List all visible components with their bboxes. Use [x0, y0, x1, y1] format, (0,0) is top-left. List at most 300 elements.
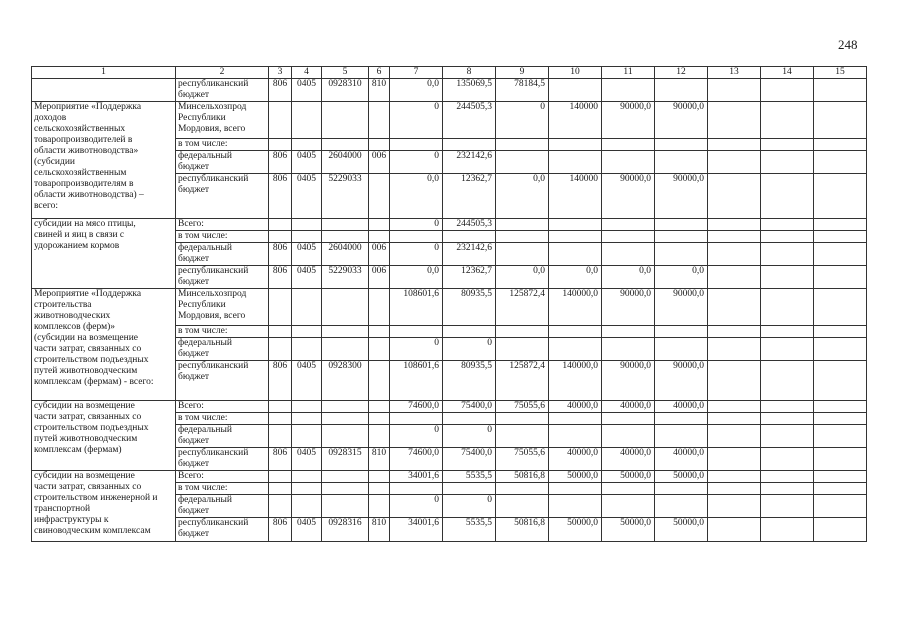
empty-cell — [814, 401, 867, 413]
budget-code-cell: 2604000 — [322, 151, 369, 174]
amount-cell — [496, 483, 549, 495]
amount-cell — [390, 413, 443, 425]
budget-code-cell: 0405 — [292, 518, 322, 542]
amount-cell — [602, 79, 655, 102]
amount-cell: 12362,7 — [443, 174, 496, 219]
empty-cell — [761, 425, 814, 448]
amount-cell — [443, 139, 496, 151]
budget-code-cell: 0405 — [292, 174, 322, 219]
empty-cell — [814, 243, 867, 266]
budget-code-cell — [322, 102, 369, 139]
budget-code-cell — [369, 102, 390, 139]
budget-code-cell: 006 — [369, 151, 390, 174]
empty-cell — [814, 151, 867, 174]
amount-cell — [549, 243, 602, 266]
amount-cell: 50000,0 — [602, 518, 655, 542]
budget-code-cell — [269, 139, 292, 151]
amount-cell: 0,0 — [390, 79, 443, 102]
amount-cell — [443, 413, 496, 425]
amount-cell: 232142,6 — [443, 243, 496, 266]
budget-code-cell: 0405 — [292, 79, 322, 102]
amount-cell — [496, 326, 549, 338]
budget-code-cell: 806 — [269, 448, 292, 471]
amount-cell: 0 — [390, 102, 443, 139]
amount-cell: 232142,6 — [443, 151, 496, 174]
amount-cell: 50816,8 — [496, 518, 549, 542]
budget-code-cell — [322, 289, 369, 326]
budget-code-cell — [269, 289, 292, 326]
empty-cell — [708, 495, 761, 518]
budget-code-cell — [369, 174, 390, 219]
budget-code-cell: 806 — [269, 518, 292, 542]
measure-name-cell: субсидии на возмещение части затрат, связанных со строительством инженерной и транспортной инфраструктуры к свиноводческим комплексам — [32, 471, 176, 542]
empty-cell — [708, 79, 761, 102]
amount-cell — [602, 338, 655, 361]
empty-cell — [761, 338, 814, 361]
budget-code-cell: 806 — [269, 243, 292, 266]
amount-cell: 78184,5 — [496, 79, 549, 102]
funding-source-cell: республиканский бюджет — [176, 266, 269, 289]
empty-cell — [761, 361, 814, 401]
empty-cell — [814, 326, 867, 338]
funding-source-cell: в том числе: — [176, 231, 269, 243]
funding-source-cell: республиканский бюджет — [176, 174, 269, 219]
funding-source-cell: в том числе: — [176, 139, 269, 151]
table-row — [32, 471, 867, 483]
empty-cell — [708, 338, 761, 361]
budget-code-cell: 5229033 — [322, 266, 369, 289]
empty-cell — [708, 151, 761, 174]
empty-cell — [761, 401, 814, 413]
funding-source-cell: федеральный бюджет — [176, 338, 269, 361]
amount-cell: 5535,5 — [443, 518, 496, 542]
budget-code-cell — [322, 413, 369, 425]
empty-cell — [814, 518, 867, 542]
budget-code-cell — [292, 139, 322, 151]
funding-source-cell: Минсельхозпрод Республики Мордовия, всего — [176, 289, 269, 326]
amount-cell: 90000,0 — [655, 289, 708, 326]
budget-code-cell — [292, 471, 322, 483]
amount-cell — [655, 231, 708, 243]
empty-cell — [814, 495, 867, 518]
measure-name-cell — [32, 79, 176, 102]
empty-cell — [708, 139, 761, 151]
budget-code-cell: 806 — [269, 79, 292, 102]
table-row — [32, 102, 867, 139]
header-cell: 12 — [655, 67, 708, 79]
funding-source-cell: республиканский бюджет — [176, 361, 269, 401]
measure-name-cell: субсидии на мясо птицы, свиней и яиц в связи с удорожанием кормов — [32, 219, 176, 289]
empty-cell — [761, 79, 814, 102]
amount-cell: 74600,0 — [390, 401, 443, 413]
amount-cell — [549, 425, 602, 448]
amount-cell: 0,0 — [496, 266, 549, 289]
empty-cell — [814, 174, 867, 219]
amount-cell — [655, 79, 708, 102]
budget-code-cell: 006 — [369, 243, 390, 266]
funding-source-cell: федеральный бюджет — [176, 243, 269, 266]
amount-cell: 40000,0 — [549, 401, 602, 413]
budget-code-cell: 810 — [369, 79, 390, 102]
amount-cell — [443, 231, 496, 243]
amount-cell — [655, 338, 708, 361]
header-cell: 8 — [443, 67, 496, 79]
amount-cell: 74600,0 — [390, 448, 443, 471]
header-cell: 4 — [292, 67, 322, 79]
amount-cell — [655, 219, 708, 231]
budget-code-cell: 0928300 — [322, 361, 369, 401]
measure-name-cell: Мероприятие «Поддержка строительства животноводческих комплексов (ферм)» (субсидии на возмещение части затрат, связанных со строительством подъездных путей животноводческим комплексам (фермам) - всего: — [32, 289, 176, 401]
funding-source-cell: в том числе: — [176, 483, 269, 495]
funding-source-cell: федеральный бюджет — [176, 425, 269, 448]
amount-cell: 40000,0 — [655, 401, 708, 413]
amount-cell: 0 — [390, 495, 443, 518]
amount-cell: 75055,6 — [496, 401, 549, 413]
budget-code-cell — [369, 413, 390, 425]
header-cell: 3 — [269, 67, 292, 79]
amount-cell — [390, 139, 443, 151]
budget-code-cell — [269, 425, 292, 448]
amount-cell — [549, 231, 602, 243]
budget-code-cell — [269, 102, 292, 139]
empty-cell — [761, 448, 814, 471]
budget-code-cell — [269, 471, 292, 483]
amount-cell: 244505,3 — [443, 219, 496, 231]
empty-cell — [761, 483, 814, 495]
amount-cell: 90000,0 — [655, 174, 708, 219]
empty-cell — [708, 471, 761, 483]
amount-cell: 50000,0 — [655, 471, 708, 483]
empty-cell — [814, 102, 867, 139]
budget-code-cell — [269, 495, 292, 518]
amount-cell: 0,0 — [496, 174, 549, 219]
empty-cell — [708, 483, 761, 495]
amount-cell: 75400,0 — [443, 401, 496, 413]
empty-cell — [761, 289, 814, 326]
amount-cell — [602, 243, 655, 266]
amount-cell: 0,0 — [655, 266, 708, 289]
empty-cell — [761, 266, 814, 289]
budget-code-cell — [322, 326, 369, 338]
amount-cell: 0 — [496, 102, 549, 139]
budget-code-cell — [269, 401, 292, 413]
header-cell: 10 — [549, 67, 602, 79]
budget-code-cell — [292, 326, 322, 338]
amount-cell — [602, 231, 655, 243]
header-cell: 7 — [390, 67, 443, 79]
amount-cell: 0,0 — [549, 266, 602, 289]
empty-cell — [761, 231, 814, 243]
amount-cell: 0 — [443, 338, 496, 361]
amount-cell: 90000,0 — [602, 289, 655, 326]
funding-source-cell: федеральный бюджет — [176, 151, 269, 174]
amount-cell: 40000,0 — [602, 448, 655, 471]
budget-code-cell — [292, 483, 322, 495]
amount-cell: 34001,6 — [390, 471, 443, 483]
amount-cell — [655, 326, 708, 338]
amount-cell — [549, 495, 602, 518]
empty-cell — [708, 326, 761, 338]
table-row — [32, 219, 867, 231]
amount-cell: 0 — [390, 243, 443, 266]
amount-cell: 0 — [443, 495, 496, 518]
budget-code-cell — [269, 413, 292, 425]
amount-cell: 50000,0 — [655, 518, 708, 542]
amount-cell: 140000,0 — [549, 361, 602, 401]
empty-cell — [814, 289, 867, 326]
budget-code-cell — [292, 425, 322, 448]
budget-code-cell — [369, 219, 390, 231]
amount-cell: 90000,0 — [655, 102, 708, 139]
empty-cell — [708, 289, 761, 326]
empty-cell — [761, 518, 814, 542]
empty-cell — [814, 219, 867, 231]
empty-cell — [814, 338, 867, 361]
budget-code-cell — [322, 338, 369, 361]
amount-cell — [496, 219, 549, 231]
amount-cell: 40000,0 — [602, 401, 655, 413]
amount-cell: 0 — [390, 338, 443, 361]
amount-cell: 244505,3 — [443, 102, 496, 139]
amount-cell — [549, 413, 602, 425]
budget-code-cell — [369, 289, 390, 326]
empty-cell — [814, 139, 867, 151]
budget-table — [31, 66, 867, 542]
budget-code-cell — [269, 483, 292, 495]
budget-code-cell — [322, 425, 369, 448]
empty-cell — [761, 326, 814, 338]
empty-cell — [814, 425, 867, 448]
budget-code-cell — [292, 413, 322, 425]
empty-cell — [761, 151, 814, 174]
funding-source-cell: Всего: — [176, 471, 269, 483]
amount-cell — [549, 483, 602, 495]
amount-cell — [549, 79, 602, 102]
budget-code-cell: 0405 — [292, 243, 322, 266]
empty-cell — [761, 413, 814, 425]
budget-code-cell: 810 — [369, 448, 390, 471]
amount-cell: 108601,6 — [390, 289, 443, 326]
budget-code-cell — [369, 361, 390, 401]
amount-cell: 12362,7 — [443, 266, 496, 289]
amount-cell — [496, 151, 549, 174]
amount-cell: 5535,5 — [443, 471, 496, 483]
amount-cell: 40000,0 — [549, 448, 602, 471]
amount-cell: 0,0 — [602, 266, 655, 289]
budget-code-cell: 0405 — [292, 266, 322, 289]
empty-cell — [761, 102, 814, 139]
header-cell: 6 — [369, 67, 390, 79]
amount-cell: 50000,0 — [549, 518, 602, 542]
funding-source-cell: федеральный бюджет — [176, 495, 269, 518]
amount-cell: 90000,0 — [602, 361, 655, 401]
amount-cell — [549, 338, 602, 361]
amount-cell — [602, 139, 655, 151]
amount-cell — [655, 139, 708, 151]
empty-cell — [814, 79, 867, 102]
amount-cell — [496, 338, 549, 361]
amount-cell — [655, 151, 708, 174]
header-cell: 11 — [602, 67, 655, 79]
budget-code-cell: 2604000 — [322, 243, 369, 266]
empty-cell — [708, 425, 761, 448]
empty-cell — [708, 361, 761, 401]
table-row — [32, 401, 867, 413]
budget-code-cell — [292, 219, 322, 231]
budget-code-cell: 810 — [369, 518, 390, 542]
budget-code-cell — [292, 289, 322, 326]
measure-name-cell: Мероприятие «Поддержка доходов сельскохозяйственных товаропроизводителей в области животноводства» (субсидии сельскохозяйственным товаропроизводителям в области животноводства) – всего: — [32, 102, 176, 219]
amount-cell — [496, 139, 549, 151]
budget-code-cell — [322, 471, 369, 483]
amount-cell — [602, 483, 655, 495]
header-cell: 9 — [496, 67, 549, 79]
empty-cell — [761, 174, 814, 219]
budget-code-cell — [322, 483, 369, 495]
empty-cell — [708, 243, 761, 266]
budget-code-cell — [322, 139, 369, 151]
amount-cell — [602, 219, 655, 231]
budget-code-cell — [369, 139, 390, 151]
amount-cell: 40000,0 — [655, 448, 708, 471]
empty-cell — [814, 231, 867, 243]
empty-cell — [708, 174, 761, 219]
table-row — [32, 79, 867, 102]
page-number: 248 — [838, 37, 858, 52]
amount-cell: 90000,0 — [602, 102, 655, 139]
empty-cell — [761, 139, 814, 151]
budget-code-cell: 0928316 — [322, 518, 369, 542]
amount-cell: 140000 — [549, 102, 602, 139]
budget-code-cell: 806 — [269, 266, 292, 289]
budget-code-cell — [269, 338, 292, 361]
amount-cell: 140000,0 — [549, 289, 602, 326]
funding-source-cell: республиканский бюджет — [176, 518, 269, 542]
empty-cell — [708, 102, 761, 139]
amount-cell — [655, 483, 708, 495]
empty-cell — [761, 219, 814, 231]
header-cell: 1 — [32, 67, 176, 79]
budget-code-cell — [322, 219, 369, 231]
budget-code-cell — [292, 102, 322, 139]
amount-cell: 0,0 — [390, 266, 443, 289]
funding-source-cell: республиканский бюджет — [176, 448, 269, 471]
budget-code-cell — [369, 326, 390, 338]
empty-cell — [761, 243, 814, 266]
amount-cell — [443, 483, 496, 495]
amount-cell: 80935,5 — [443, 361, 496, 401]
funding-source-cell: Минсельхозпрод Республики Мордовия, всего — [176, 102, 269, 139]
table-header-row — [32, 67, 867, 79]
amount-cell — [655, 495, 708, 518]
budget-code-cell — [369, 338, 390, 361]
empty-cell — [708, 266, 761, 289]
amount-cell: 125872,4 — [496, 361, 549, 401]
budget-code-cell — [269, 326, 292, 338]
budget-code-cell — [322, 401, 369, 413]
amount-cell — [496, 495, 549, 518]
amount-cell — [655, 425, 708, 448]
header-cell: 13 — [708, 67, 761, 79]
budget-code-cell: 0405 — [292, 151, 322, 174]
budget-code-cell: 5229033 — [322, 174, 369, 219]
empty-cell — [708, 401, 761, 413]
funding-source-cell: в том числе: — [176, 326, 269, 338]
budget-code-cell: 006 — [369, 266, 390, 289]
amount-cell — [549, 139, 602, 151]
budget-code-cell: 806 — [269, 174, 292, 219]
amount-cell: 75400,0 — [443, 448, 496, 471]
amount-cell: 0 — [443, 425, 496, 448]
amount-cell — [602, 425, 655, 448]
budget-code-cell — [292, 231, 322, 243]
budget-code-cell: 0928310 — [322, 79, 369, 102]
amount-cell: 80935,5 — [443, 289, 496, 326]
amount-cell: 108601,6 — [390, 361, 443, 401]
empty-cell — [814, 448, 867, 471]
amount-cell: 125872,4 — [496, 289, 549, 326]
budget-code-cell — [292, 495, 322, 518]
amount-cell — [602, 326, 655, 338]
amount-cell: 135069,5 — [443, 79, 496, 102]
empty-cell — [814, 413, 867, 425]
amount-cell: 0 — [390, 219, 443, 231]
header-cell: 14 — [761, 67, 814, 79]
amount-cell: 50000,0 — [549, 471, 602, 483]
empty-cell — [708, 448, 761, 471]
funding-source-cell: республиканский бюджет — [176, 79, 269, 102]
amount-cell: 0,0 — [390, 174, 443, 219]
amount-cell: 34001,6 — [390, 518, 443, 542]
header-cell: 2 — [176, 67, 269, 79]
empty-cell — [761, 495, 814, 518]
amount-cell — [549, 151, 602, 174]
amount-cell — [390, 326, 443, 338]
budget-code-cell — [269, 219, 292, 231]
empty-cell — [708, 231, 761, 243]
amount-cell — [602, 151, 655, 174]
budget-code-cell: 806 — [269, 361, 292, 401]
funding-source-cell: Всего: — [176, 219, 269, 231]
empty-cell — [814, 361, 867, 401]
budget-code-cell: 0928315 — [322, 448, 369, 471]
amount-cell — [496, 243, 549, 266]
budget-code-cell — [369, 483, 390, 495]
amount-cell — [496, 425, 549, 448]
amount-cell — [602, 413, 655, 425]
amount-cell — [602, 495, 655, 518]
budget-code-cell — [369, 425, 390, 448]
amount-cell: 90000,0 — [655, 361, 708, 401]
budget-code-cell — [322, 495, 369, 518]
funding-source-cell: в том числе: — [176, 413, 269, 425]
empty-cell — [814, 483, 867, 495]
amount-cell — [390, 231, 443, 243]
budget-code-cell — [269, 231, 292, 243]
empty-cell — [708, 413, 761, 425]
budget-code-cell: 806 — [269, 151, 292, 174]
amount-cell — [390, 483, 443, 495]
empty-cell — [708, 518, 761, 542]
amount-cell: 140000 — [549, 174, 602, 219]
amount-cell: 90000,0 — [602, 174, 655, 219]
budget-code-cell — [369, 495, 390, 518]
budget-code-cell — [322, 231, 369, 243]
budget-code-cell — [292, 338, 322, 361]
header-cell: 15 — [814, 67, 867, 79]
amount-cell: 50000,0 — [602, 471, 655, 483]
header-cell: 5 — [322, 67, 369, 79]
